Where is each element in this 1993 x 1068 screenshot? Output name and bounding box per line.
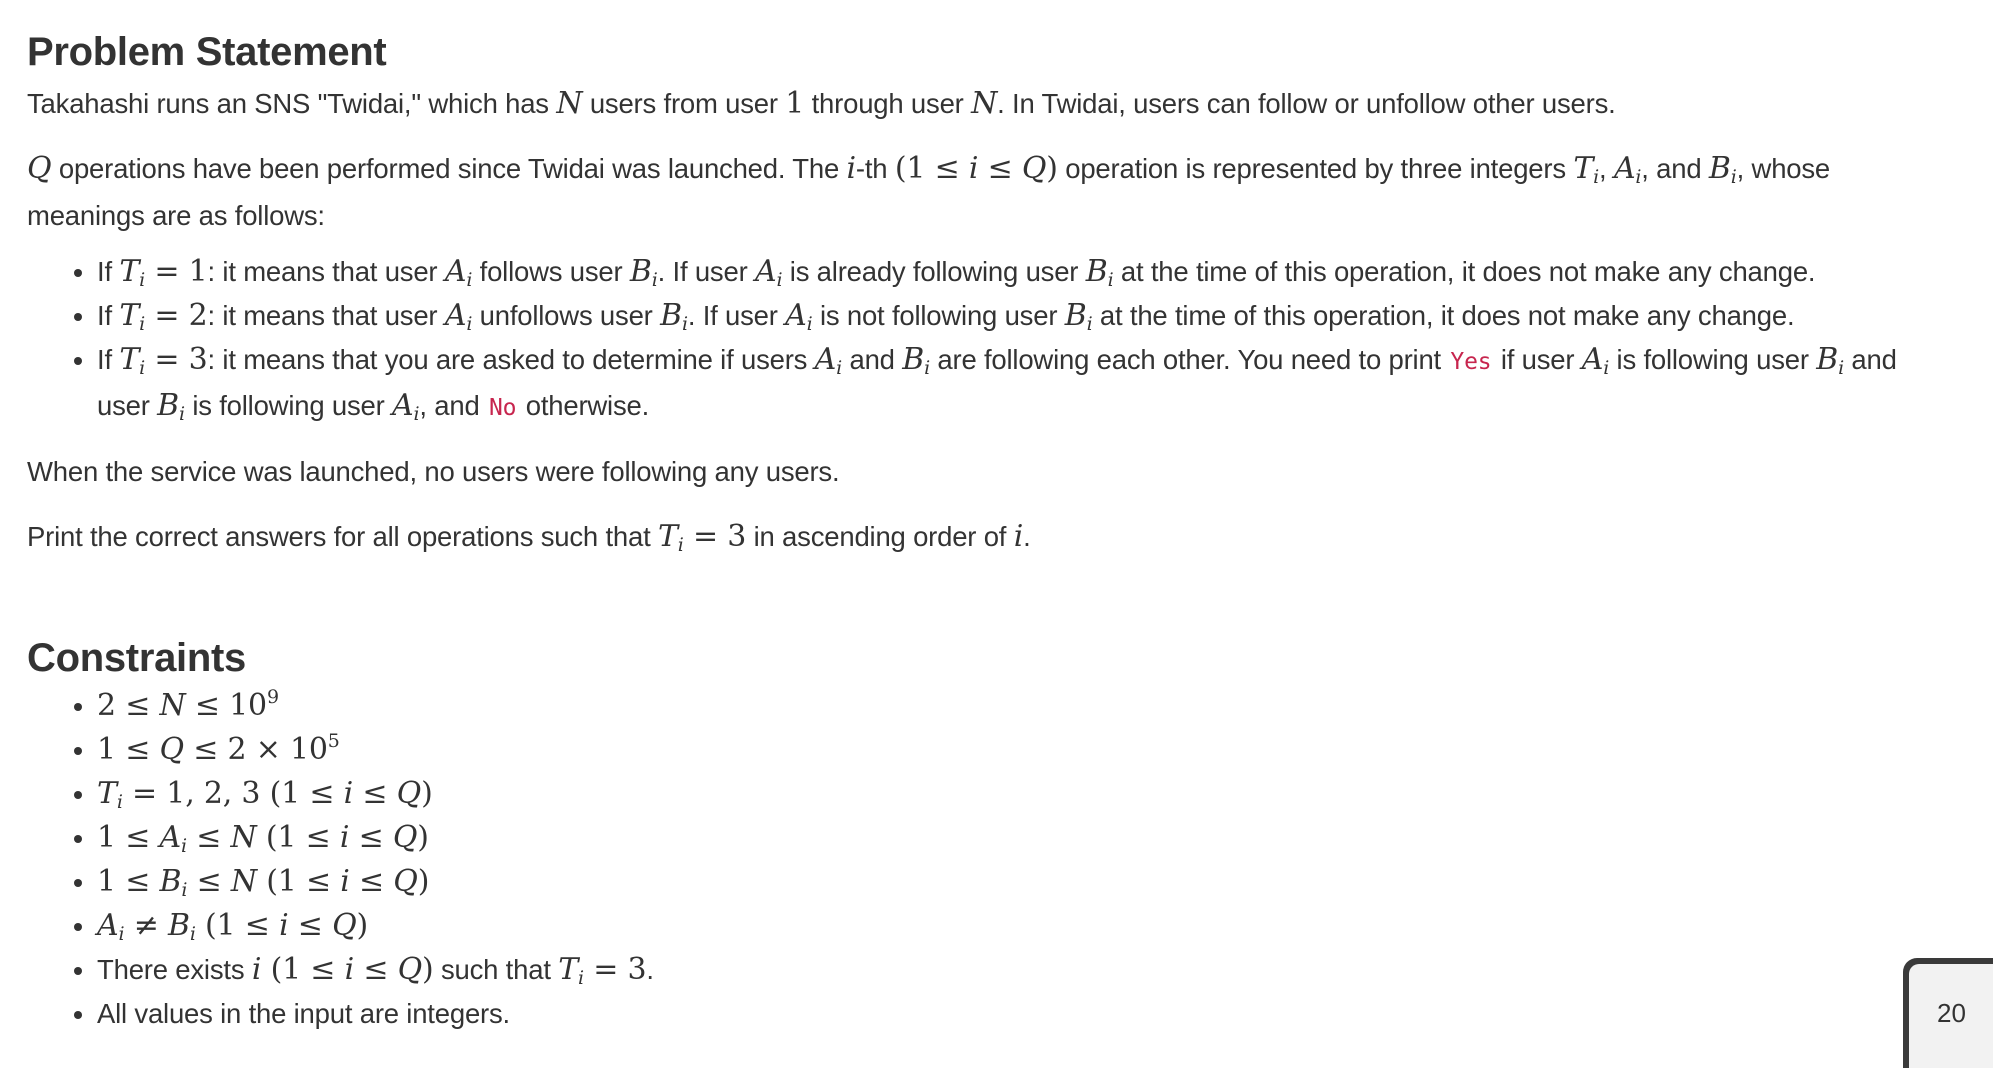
launched-paragraph: When the service was launched, no users were following any users. [27, 456, 840, 487]
side-panel-tab[interactable] [1903, 958, 1993, 1068]
constraint-t: • $T_i = 1$, 2, 3 (1 ≤ i ≤ Q) [97, 772, 1927, 816]
constraints-heading: Constraints [27, 636, 246, 680]
constraint-q: • $1 \le Q \le 2 \times 10^5$ [97, 728, 1927, 772]
constraint-a-neq-b: • $A_i \ne B_i$ (1 ≤ i ≤ Q) [97, 904, 1927, 948]
constraint-a: • $1 \le A_i \le N$ (1 ≤ i ≤ Q) [97, 816, 1927, 860]
constraints-list [27, 684, 1927, 1036]
problem-statement-heading: Problem Statement [27, 30, 387, 74]
constraint-n: • $2 \le N \le 10^9$ [97, 684, 1927, 728]
constraint-exists: • There exists i (1 ≤ i ≤ Q) such that $T_i = 3$. [97, 948, 1927, 992]
problem-content [27, 26, 1927, 1036]
constraint-b: • $1 \le B_i \le N$ (1 ≤ i ≤ Q) [97, 860, 1927, 904]
side-panel-tab-label: 20 [1937, 998, 1966, 1028]
print-paragraph: Print the correct answers for all operations such that $T_i = 3$ in ascending order of i. [27, 519, 1031, 556]
operation-rules-list [27, 250, 1927, 430]
rule-follow: • If $T_i = 1$: it means that user $A_i$ follows user $B_i$. If user $A_i$ is already following user $B_i$ at the time of this operation, it does not make any change. [97, 250, 1927, 294]
side-panel-tab-inner [1909, 964, 1993, 1068]
no-code: No [488, 395, 517, 421]
constraint-integers: • All values in the input are integers. [97, 992, 1927, 1036]
intro-paragraph: Takahashi runs an SNS "Twidai," which has N users from user 1 through user N. In Twidai, users can follow or unfollow other users. [27, 86, 1616, 121]
yes-code: Yes [1450, 349, 1492, 375]
rule-query: • If $T_i = 3$: it means that you are asked to determine if users $A_i$ and $B_i$ are following each other. You need to print Yes if user $A_i$ is following user $B_i$ and user $B_i$ is following user $A_i$, and No otherwise. [97, 338, 1927, 430]
operations-paragraph: Q operations have been performed since Twidai was launched. The i-th (1 ≤ i ≤ Q) operation is represented by three integers $T_i$, $A_i$, and $B_i$, whose meanings are as follows: [27, 151, 1831, 231]
rule-unfollow: • If $T_i = 2$: it means that user $A_i$ unfollows user $B_i$. If user $A_i$ is not following user $B_i$ at the time of this operation, it does not make any change. [97, 294, 1927, 338]
